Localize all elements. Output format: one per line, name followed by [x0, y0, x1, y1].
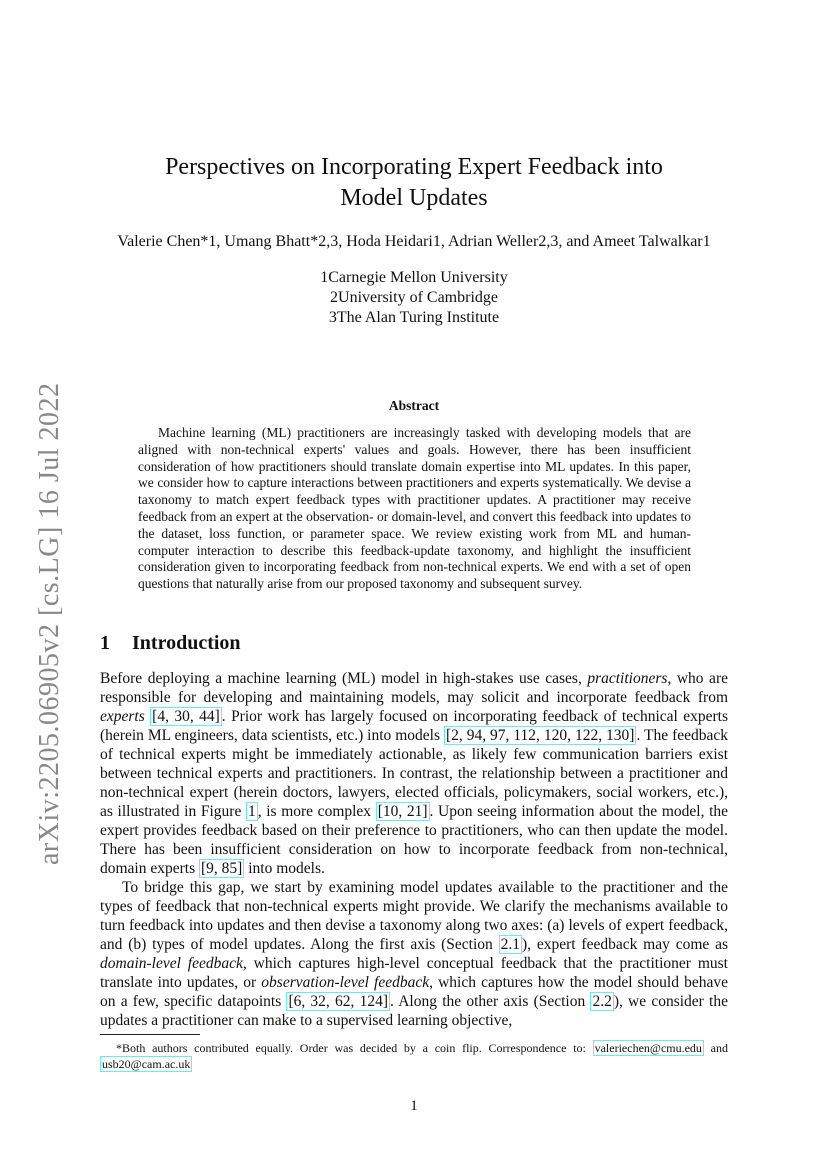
text-span: . The feedback of technical experts might be immediately actionable, as likely few communication barriers exist between technical experts and practitioners. In contrast, the relationship between a practitioner and non-technical expert (herein doctors, lawyers, elected officials, policymakers, social workers, etc.), as illustrated in Figure — [100, 727, 729, 820]
citation-link[interactable]: [6, 32, 62, 124] — [288, 993, 389, 1010]
text-span: , is more complex — [257, 803, 376, 820]
affiliation-2: 2University of Cambridge — [330, 289, 498, 306]
text-span: Before deploying a machine learning (ML) model in high-stakes use cases, — [100, 670, 588, 687]
emphasis-domain-level: domain-level feedback — [100, 955, 243, 972]
emphasis-practitioners: practitioners — [587, 670, 668, 687]
emphasis-experts: experts — [100, 708, 145, 725]
figure-link[interactable]: 1 — [247, 803, 256, 820]
citation-link[interactable]: [10, 21] — [377, 803, 428, 820]
arxiv-identifier-stamp[interactable]: arXiv:2205.06905v2 [cs.LG] 16 Jul 2022 — [34, 382, 65, 865]
abstract-text: Machine learning (ML) practitioners are increasingly tasked with developing models that are aligned with non-technical experts' values and goals. However, there has been insufficient consideration of how practitioners should translate domain expertise into ML updates. In this paper, we consider how to capture interactions between practitioners and experts systematically. We devise a taxonomy to match expert feedback types with practitioner updates. A practitioner may receive feedback from an expert at the observation- or domain-level, and convert this feedback into updates to the dataset, loss function, or parameter space. We review existing work from ML and human-computer interaction to describe this feedback-update taxonomy, and highlight the insufficient consideration given to incorporating feedback from non-technical experts. We end with a set of open questions that naturally arise from our proposed taxonomy and subsequent survey. — [138, 425, 691, 592]
email-link[interactable]: usb20@cam.ac.uk — [102, 1057, 191, 1071]
title-line-2: Model Updates — [340, 185, 488, 211]
text-span: . Upon seeing information about the model, the expert provides feedback based on their preference to practitioners, who can then update the model. There has been insufficient consideration on how to incorporate feedback from non-technical, domain experts — [100, 803, 729, 877]
intro-paragraph-1 — [100, 669, 728, 878]
footnote-text: *Both authors contributed equally. Order was decided by a coin flip. Correspondence to: — [116, 1041, 593, 1055]
section-link[interactable]: 2.1 — [500, 936, 520, 953]
text-span: , which captures how the model should behave on a few, specific datapoints — [100, 974, 728, 1010]
text-span: , who are responsible for developing and maintaining models, may solicit and incorporate feedback from — [100, 670, 728, 706]
intro-paragraph-2 — [100, 878, 728, 1030]
text-span: into models. — [244, 860, 325, 877]
text-span: . Prior work has largely focused on incorporating feedback of technical experts (herein ML engineers, data scientists, etc.) into models — [100, 708, 729, 744]
footnote — [100, 1040, 728, 1072]
citation-link[interactable]: [9, 85] — [201, 860, 243, 877]
email-link[interactable]: valeriechen@cmu.edu — [594, 1041, 702, 1055]
text-span: ), we consider the updates a practitioner can make to a supervised learning objective, — [100, 993, 728, 1029]
section-title: Introduction — [132, 632, 241, 654]
emphasis-observation-level: observation-level feedback — [261, 974, 430, 991]
text-span: To bridge this gap, we start by examining model updates available to the practitioner and the types of feedback that non-technical experts might provide. We clarify the mechanisms available to turn feedback into updates and then devise a taxonomy along two axes: (a) levels of expert feedback, and (b) types of model updates. Along the first axis (Section — [100, 879, 728, 953]
paper-title — [100, 152, 728, 214]
section-link[interactable]: 2.2 — [592, 993, 612, 1010]
text-span: . Along the other axis (Section — [390, 993, 591, 1010]
abstract-heading: Abstract — [388, 398, 440, 413]
footnote-rule — [100, 1034, 200, 1035]
title-line-1: Perspectives on Incorporating Expert Feedback into — [165, 154, 663, 180]
page-number: 1 — [410, 1098, 418, 1114]
section-number: 1 — [100, 632, 110, 654]
author-list: Valerie Chen*1, Umang Bhatt*2,3, Hoda Heidari1, Adrian Weller2,3, and Ameet Talwalkar1 — [117, 233, 711, 250]
text-span: ), expert feedback may come as — [522, 936, 729, 953]
citation-link[interactable]: [4, 30, 44] — [152, 708, 220, 725]
text-span: , which captures high-level conceptual feedback that the practitioner must translate into updates, or — [100, 955, 728, 991]
text-span: and — [703, 1041, 728, 1055]
affiliation-3: 3The Alan Turing Institute — [328, 309, 500, 326]
affiliation-1: 1Carnegie Mellon University — [320, 269, 508, 286]
affiliations — [100, 268, 728, 328]
citation-link[interactable]: [2, 94, 97, 112, 120, 122, 130] — [445, 727, 635, 744]
section-heading — [100, 632, 241, 655]
